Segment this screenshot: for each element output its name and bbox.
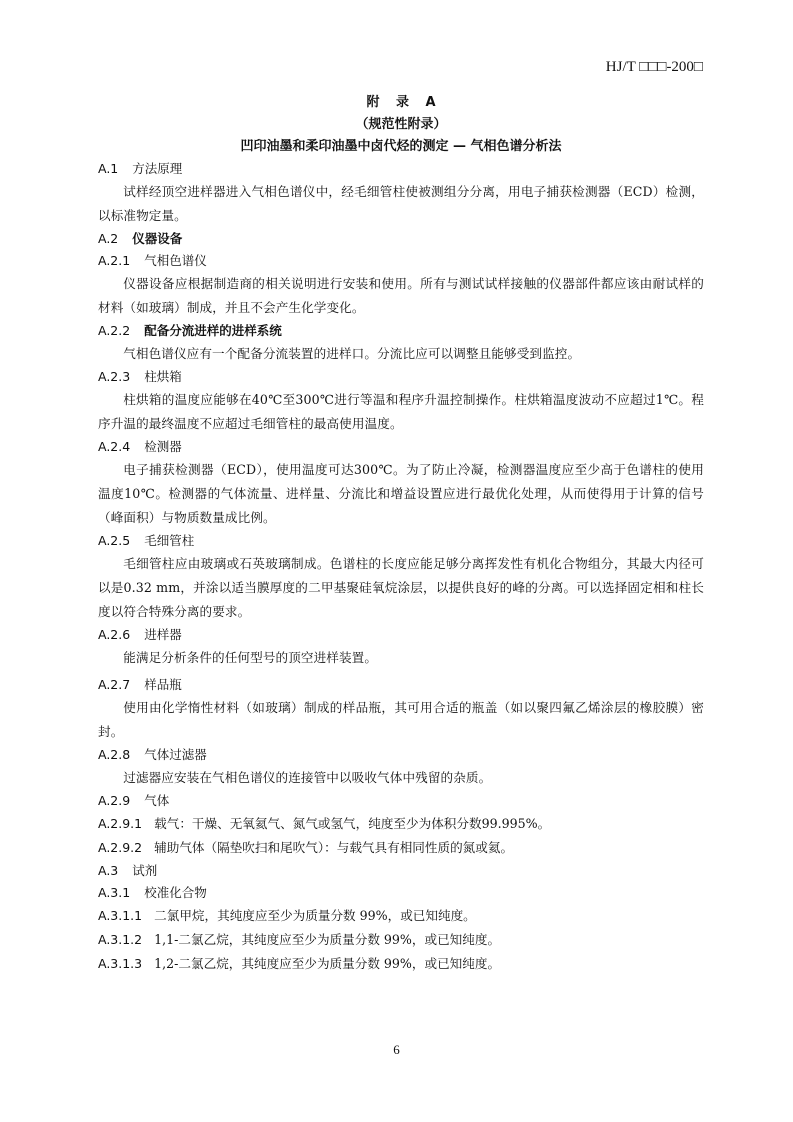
- section-paragraph-a22: 气相色谱仪应有一个配备分流装置的进样口。分流比应可以调整且能够受到监控。: [123, 346, 581, 361]
- section-number: A.2: [98, 231, 119, 246]
- appendix-subject: 凹印油墨和柔印油墨中卤代烃的测定 — 气相色谱分析法: [240, 139, 562, 154]
- section-paragraph-a26: 能满足分析条件的任何型号的顶空进样装置。: [123, 650, 378, 665]
- section-heading-a27: [98, 674, 704, 696]
- section-paragraph-a24: 电子捕获检测器（ECD），使用温度可达300℃。为了防止冷凝，检测器温度应至少高于色谱柱的使用温度10℃。检测器的气体流量、进样量、分流比和增益设置应进行最优化处理，从而使得用于计算的信号（峰面积）与物质数量成比例。: [98, 462, 704, 525]
- clause-number: A.2.9.2: [98, 840, 143, 855]
- document-code: HJ/T □□□-200□: [605, 59, 703, 75]
- clause-text: 载气：干燥、无氧氦气、氮气或氢气，纯度至少为体积分数99.995%。: [154, 816, 551, 831]
- section-label: 校准化合物: [144, 885, 207, 900]
- clause-text: 辅助气体（隔垫吹扫和尾吹气）：与载气具有相同性质的氮或氦。: [154, 840, 514, 855]
- section-heading-a29: [98, 790, 704, 812]
- section-paragraph-a21: 仪器设备应根据制造商的相关说明进行安装和使用。所有与测试试样接触的仪器部件都应该由耐试样的材料（如玻璃）制成，并且不会产生化学变化。: [98, 276, 704, 315]
- section-label: 柱烘箱: [144, 369, 182, 384]
- section-number: A.2.2: [98, 323, 131, 338]
- section-label: 气体: [144, 793, 170, 808]
- section-label: 气体过滤器: [144, 747, 207, 762]
- section-heading-a31: [98, 882, 704, 904]
- clause-text: 二氯甲烷，其纯度应至少为质量分数 99%，或已知纯度。: [154, 908, 476, 923]
- section-heading-a21: [98, 250, 704, 272]
- clause-text: 1,1-二氯乙烷，其纯度应至少为质量分数 99%，或已知纯度。: [154, 932, 501, 947]
- section-heading-a25: [98, 530, 704, 552]
- document-body: [98, 92, 704, 976]
- clause-a291: [98, 812, 704, 836]
- section-paragraph-a28: 过滤器应安装在气相色谱仪的连接管中以吸收气体中残留的杂质。: [123, 770, 492, 785]
- section-number: A.1: [98, 161, 119, 176]
- section-label: 进样器: [144, 627, 182, 642]
- section-paragraph-a23: 柱烘箱的温度应能够在40℃至300℃进行等温和程序升温控制操作。柱烘箱温度波动不应超过1℃。程序升温的最终温度不应超过毛细管柱的最高使用温度。: [98, 392, 704, 431]
- section-heading-a22: [98, 320, 704, 342]
- section-heading-a26: [98, 624, 704, 646]
- section-heading-a28: [98, 744, 704, 766]
- clause-number: A.3.1.1: [98, 908, 143, 923]
- clause-a312: [98, 928, 704, 952]
- section-number: A.3: [98, 863, 119, 878]
- appendix-type: （规范性附录）: [355, 117, 447, 132]
- section-label: 气相色谱仪: [144, 253, 207, 268]
- section-number: A.2.5: [98, 533, 131, 548]
- section-paragraph-a1: 试样经顶空进样器进入气相色谱仪中，经毛细管柱使被测组分分离，用电子捕获检测器（ECD）检测，以标准物定量。: [98, 184, 704, 223]
- page-number: 6: [393, 1042, 400, 1057]
- clause-a311: [98, 904, 704, 928]
- clause-text: 1,2-二氯乙烷，其纯度应至少为质量分数 99%，或已知纯度。: [154, 956, 501, 971]
- section-label: 样品瓶: [144, 677, 182, 692]
- section-heading-a23: [98, 366, 704, 388]
- appendix-title: 附 录 A: [366, 95, 442, 110]
- section-label: 方法原理: [132, 161, 183, 176]
- section-number: A.3.1: [98, 885, 131, 900]
- section-number: A.2.7: [98, 677, 131, 692]
- section-number: A.2.6: [98, 627, 131, 642]
- section-heading-a1: [98, 158, 704, 180]
- section-heading-a2: [98, 228, 704, 250]
- clause-number: A.3.1.2: [98, 932, 143, 947]
- section-number: A.2.9: [98, 793, 131, 808]
- section-number: A.2.8: [98, 747, 131, 762]
- section-number: A.2.4: [98, 439, 131, 454]
- section-label: 毛细管柱: [144, 533, 195, 548]
- clause-number: A.3.1.3: [98, 956, 143, 971]
- clause-a313: [98, 952, 704, 976]
- section-paragraph-a27: 使用由化学惰性材料（如玻璃）制成的样品瓶，其可用合适的瓶盖（如以聚四氟乙烯涂层的橡胶膜）密封。: [98, 700, 704, 739]
- section-label: 仪器设备: [132, 231, 183, 246]
- section-paragraph-a25: 毛细管柱应由玻璃或石英玻璃制成。色谱柱的长度应能足够分离挥发性有机化合物组分，其最大内径可以是0.32 mm，并涂以适当膜厚度的二甲基聚硅氧烷涂层，以提供良好的峰的分离。可以选择固定相和柱长度以符合特殊分离的要求。: [98, 556, 704, 619]
- section-label: 配备分流进样的进样系统: [144, 323, 282, 338]
- section-heading-a24: [98, 436, 704, 458]
- section-number: A.2.1: [98, 253, 131, 268]
- clause-number: A.2.9.1: [98, 816, 143, 831]
- section-label: 试剂: [132, 863, 158, 878]
- section-number: A.2.3: [98, 369, 131, 384]
- section-label: 检测器: [144, 439, 182, 454]
- section-heading-a3: [98, 860, 704, 882]
- clause-a292: [98, 836, 704, 860]
